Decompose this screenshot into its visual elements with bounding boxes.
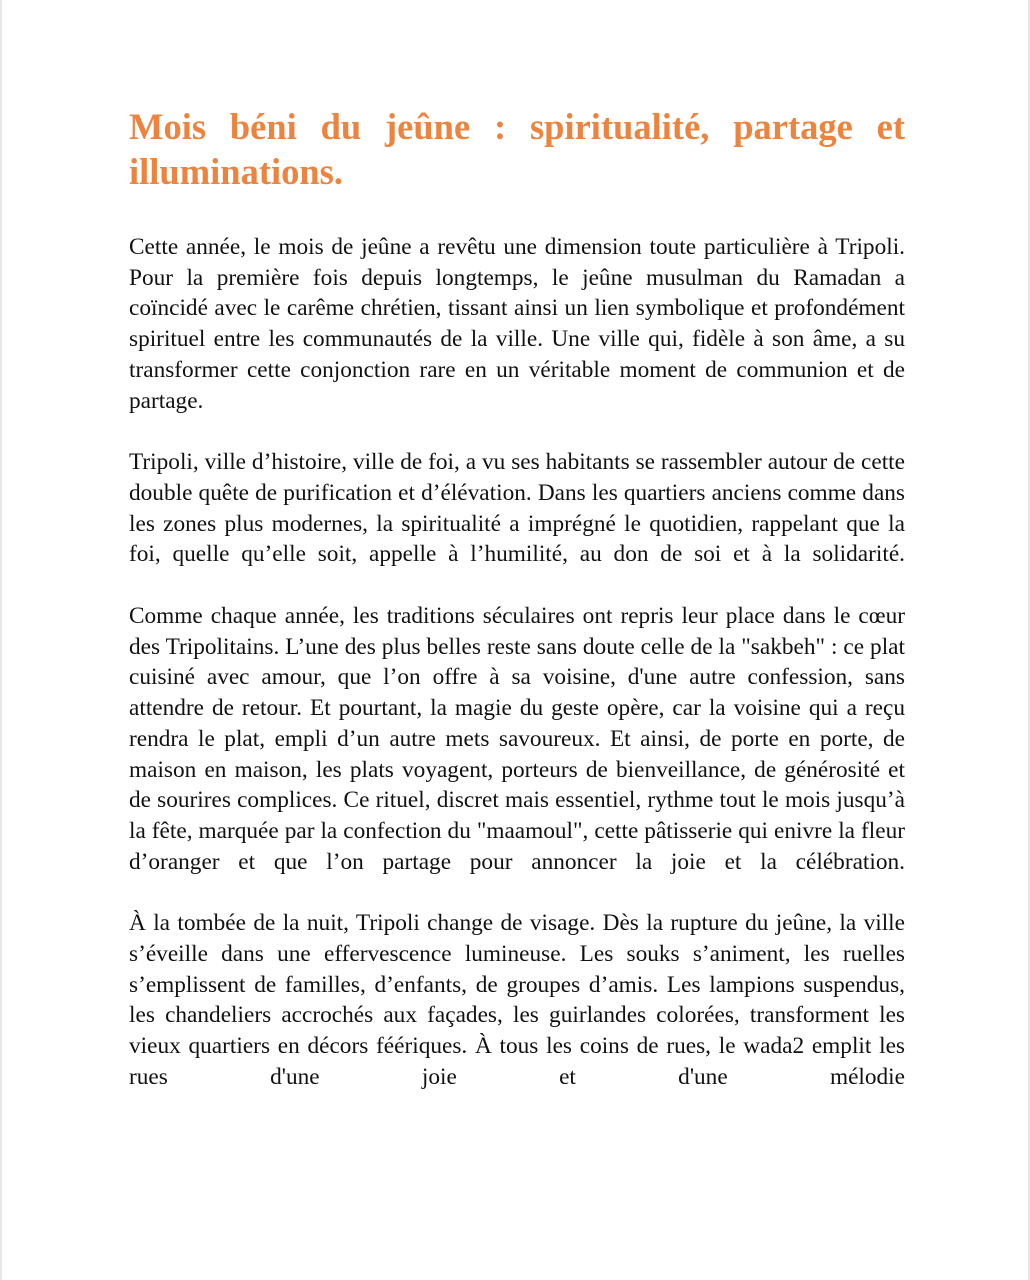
paragraph: Cette année, le mois de jeûne a revêtu une dimension toute particulière à Tripoli. Pour la première fois depuis longtemps, le jeûne musulman du Ramadan a coïncidé avec le carême chrétien, tissant ainsi un lien symbolique et profondément spirituel entre les communautés de la ville. Une ville qui, fidèle à son âme, a su transformer cette conjonction rare en un véritable moment de communion et de partage. <box>129 234 905 414</box>
paragraph: À la tombée de la nuit, Tripoli change de visage. Dès la rupture du jeûne, la ville s’éveille dans une effervescence lumineuse. Les souks s’animent, les ruelles s’emplissent de familles, d’enfants, de groupes d’amis. Les lampions suspendus, les chandeliers accrochés aux façades, les guirlandes colorées, transforment les vieux quartiers en décors féériques. À tous les coins de rues, le wada2 emplit les rues d'une joie et d'une mélodie <box>129 910 905 1090</box>
paragraph: Comme chaque année, les traditions séculaires ont repris leur place dans le cœur des Tripolitains. L’une des plus belles reste sans doute celle de la "sakbeh" : ce plat cuisiné avec amour, que l’on offre à sa voisine, d'une autre confession, sans attendre de retour. Et pourtant, la magie du geste opère, car la voisine qui a reçu rendra le plat, empli d’un autre mets savoureux. Et ainsi, de porte en porte, de maison en maison, les plats voyagent, porteurs de bienveillance, de générosité et de sourires complices. Ce rituel, discret mais essentiel, rythme tout le mois jusqu’à la fête, marquée par la confection du "maamoul", cette pâtisserie qui enivre la fleur d’oranger et que l’on partage pour annoncer la joie et la célébration. <box>129 603 905 875</box>
paragraph: Tripoli, ville d’histoire, ville de foi, a vu ses habitants se rassembler autour de cette double quête de purification et d’élévation. Dans les quartiers anciens comme dans les zones plus modernes, la spiritualité a imprégné le quotidien, rappelant que la foi, quelle qu’elle soit, appelle à l’humilité, au don de soi et à la solidarité. <box>129 449 905 568</box>
article-title: Mois béni du jeûne : spiritualité, partage et illuminations. <box>129 106 905 192</box>
article-body <box>129 232 905 1093</box>
article <box>129 104 905 1124</box>
